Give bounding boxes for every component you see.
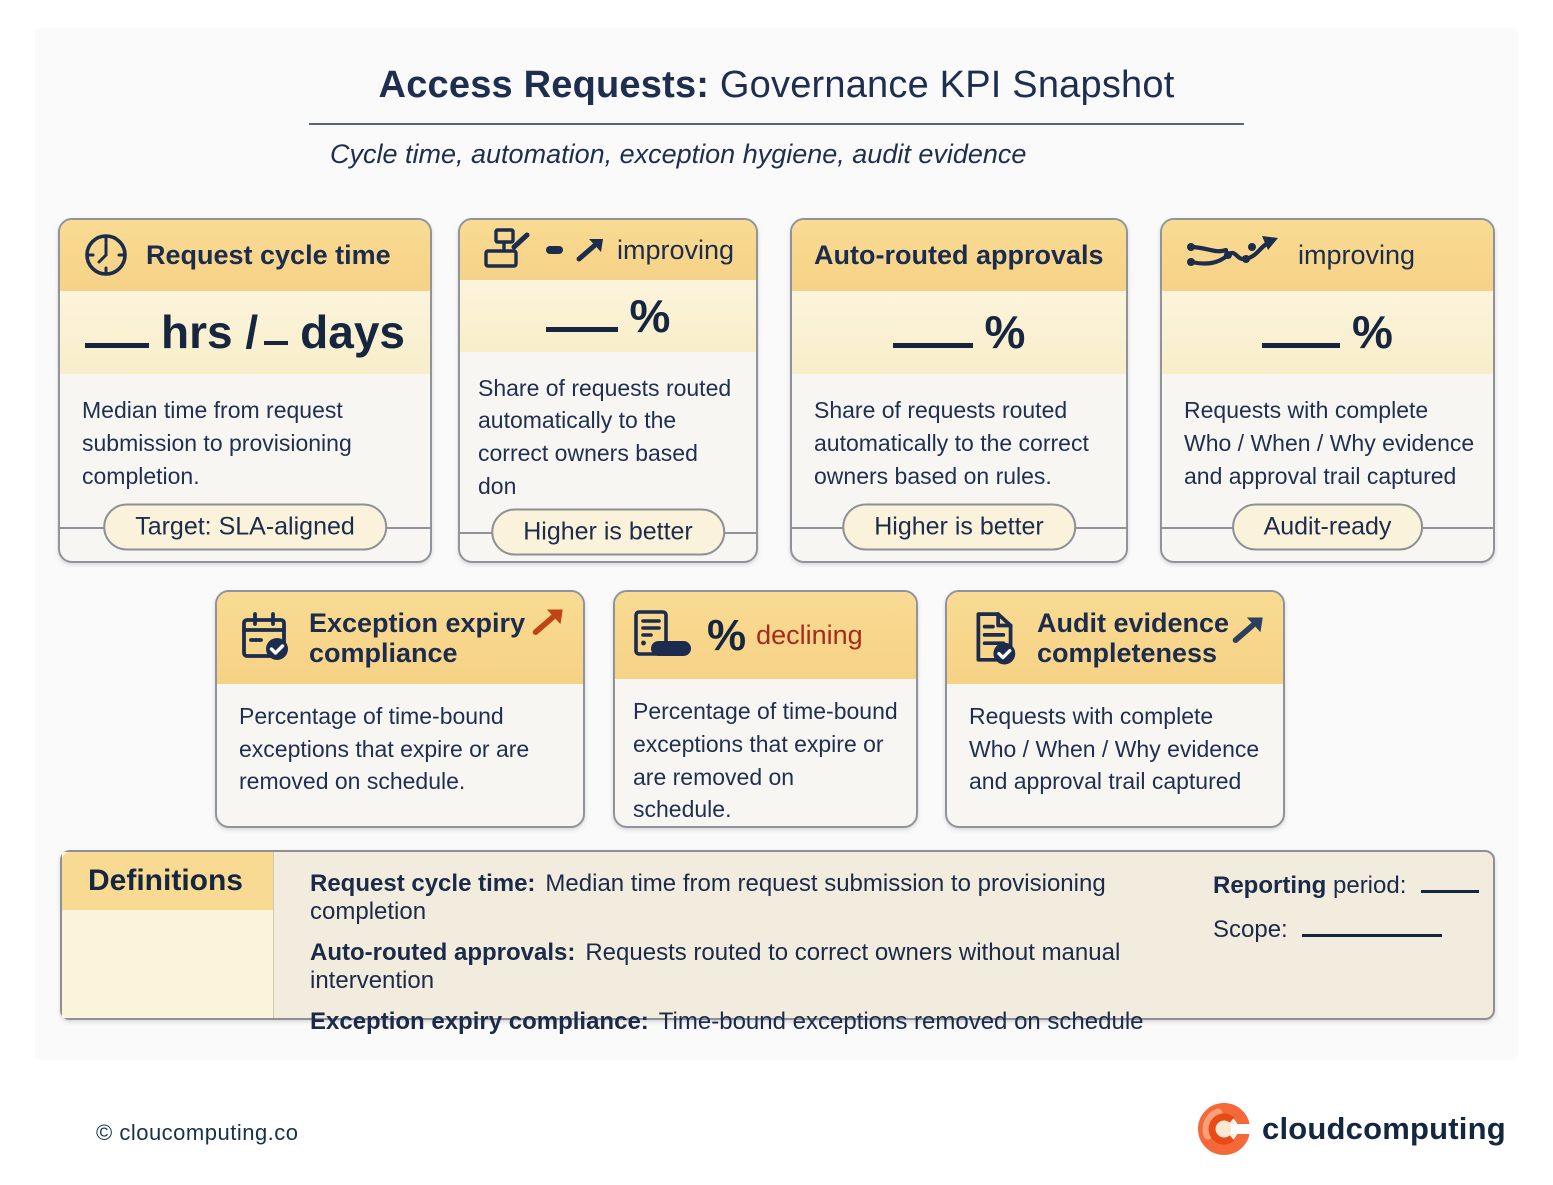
trend-label: improving [616, 234, 734, 265]
card-header [1162, 220, 1493, 291]
definition-row [310, 1008, 1213, 1036]
card-title: Request cycle time [146, 240, 391, 271]
kpi-card-audit-evidence-completeness [945, 590, 1285, 828]
value-unit: % [629, 290, 671, 342]
scope-field [1213, 916, 1493, 944]
brand-logo [1198, 1103, 1506, 1155]
infographic-canvas [35, 28, 1518, 1060]
card-pill-zone [1162, 492, 1493, 561]
value-blank [893, 316, 973, 348]
reporting-period-field [1213, 872, 1493, 900]
card-description: Share of requests routed automatically to the correct owners based don [478, 374, 732, 499]
card-header [60, 220, 430, 291]
target-badge: Target: SLA-aligned [103, 503, 387, 550]
page-title [35, 64, 1518, 107]
kpi-row-2 [215, 590, 1285, 828]
document-check-icon [969, 611, 1021, 665]
cloudcomputing-logo-icon [1198, 1103, 1250, 1155]
kpi-card-evidence-improving [1160, 218, 1495, 563]
value-blank [546, 300, 618, 332]
kpi-card-exception-expiry-compliance [215, 590, 585, 828]
card-header [217, 592, 583, 684]
kpi-card-request-cycle-time [58, 218, 432, 563]
definitions-fields [1213, 852, 1493, 1018]
up-right-arrow-icon [575, 236, 605, 264]
card-value [1162, 291, 1493, 375]
card-header [460, 220, 756, 280]
definition-term: Auto-routed approvals: [310, 939, 576, 966]
card-value [792, 291, 1126, 375]
card-description: Requests with complete Who / When / Why evidence and approval trail captured [969, 703, 1260, 795]
value-blank [264, 319, 288, 345]
definition-row [310, 870, 1213, 926]
trend-label: improving [1298, 239, 1416, 270]
field-blank-line [1302, 921, 1442, 937]
definitions-list [274, 852, 1213, 1035]
card-title: Audit evidence completeness [1037, 607, 1230, 668]
card-description: Median time from request submission to provisioning completion. [82, 397, 352, 489]
definitions-heading-column [62, 852, 274, 1018]
workflow-pen-icon [482, 227, 534, 273]
field-label: Scope: [1213, 916, 1288, 943]
card-description: Requests with complete Who / When / Why evidence and approval trail captured [1184, 397, 1475, 489]
page-subtitle: Cycle time, automation, exception hygiene, audit evidence [330, 139, 1027, 169]
title-divider [309, 123, 1244, 125]
definition-text: Time-bound exceptions removed on schedule [658, 1008, 1144, 1035]
card-header [947, 592, 1283, 684]
definitions-heading: Definitions [62, 852, 273, 910]
field-label: period: [1326, 872, 1407, 899]
percent-symbol: % [707, 610, 747, 660]
page-title-rest: Governance KPI Snapshot [709, 64, 1175, 106]
target-badge: Higher is better [842, 503, 1076, 550]
target-badge: Audit-ready [1232, 503, 1424, 550]
card-pill-zone [60, 492, 430, 561]
dash-icon [546, 246, 563, 254]
card-title: Exception expiry compliance [309, 607, 526, 668]
card-description: Share of requests routed automatically to the correct owners based on rules. [814, 397, 1089, 489]
value-blank [85, 316, 149, 348]
card-header [615, 592, 916, 679]
definition-text: Median time from request submission to provisioning completion [310, 870, 1106, 925]
value-unit: hrs / [160, 306, 259, 359]
definition-term: Request cycle time: [310, 870, 536, 897]
card-value [460, 280, 756, 352]
clock-icon [82, 231, 130, 279]
up-right-arrow-icon [1231, 614, 1265, 646]
trend-line-icon [1184, 234, 1280, 276]
calendar-check-icon [239, 611, 293, 665]
definition-term: Exception expiry compliance: [310, 1008, 649, 1035]
field-blank-line [1421, 877, 1479, 893]
page-title-bold: Access Requests: [378, 64, 710, 106]
card-title: Auto-routed approvals [814, 240, 1104, 271]
definition-row [310, 939, 1213, 995]
kpi-card-routing-improving [458, 218, 758, 563]
card-header [792, 220, 1126, 291]
copyright-text: © cloucomputing.co [96, 1120, 299, 1145]
card-value [60, 291, 430, 375]
kpi-card-percent-declining [613, 590, 918, 828]
value-unit: % [1352, 306, 1393, 359]
kpi-row-1 [58, 218, 1495, 563]
up-right-arrow-icon [531, 606, 565, 638]
brand-name: cloudcomputing [1262, 1111, 1506, 1146]
card-pill-zone [460, 502, 756, 561]
trend-label: declining [756, 620, 863, 651]
definitions-panel [60, 850, 1495, 1035]
value-blank [1262, 316, 1340, 348]
card-pill-zone [792, 492, 1126, 561]
card-description: Percentage of time-bound exceptions that expire or are removed on schedule. [239, 703, 530, 795]
definition-text: Requests routed to correct owners without manual intervention [310, 939, 1121, 994]
document-percent-icon [631, 609, 697, 663]
target-badge: Higher is better [491, 508, 725, 555]
value-unit: % [984, 306, 1026, 359]
value-unit: days [300, 306, 405, 359]
kpi-card-auto-routed-approvals [790, 218, 1128, 563]
card-description: Percentage of time-bound exceptions that expire or are removed on schedule. [633, 698, 898, 823]
field-label-bold: Reporting [1213, 872, 1327, 899]
